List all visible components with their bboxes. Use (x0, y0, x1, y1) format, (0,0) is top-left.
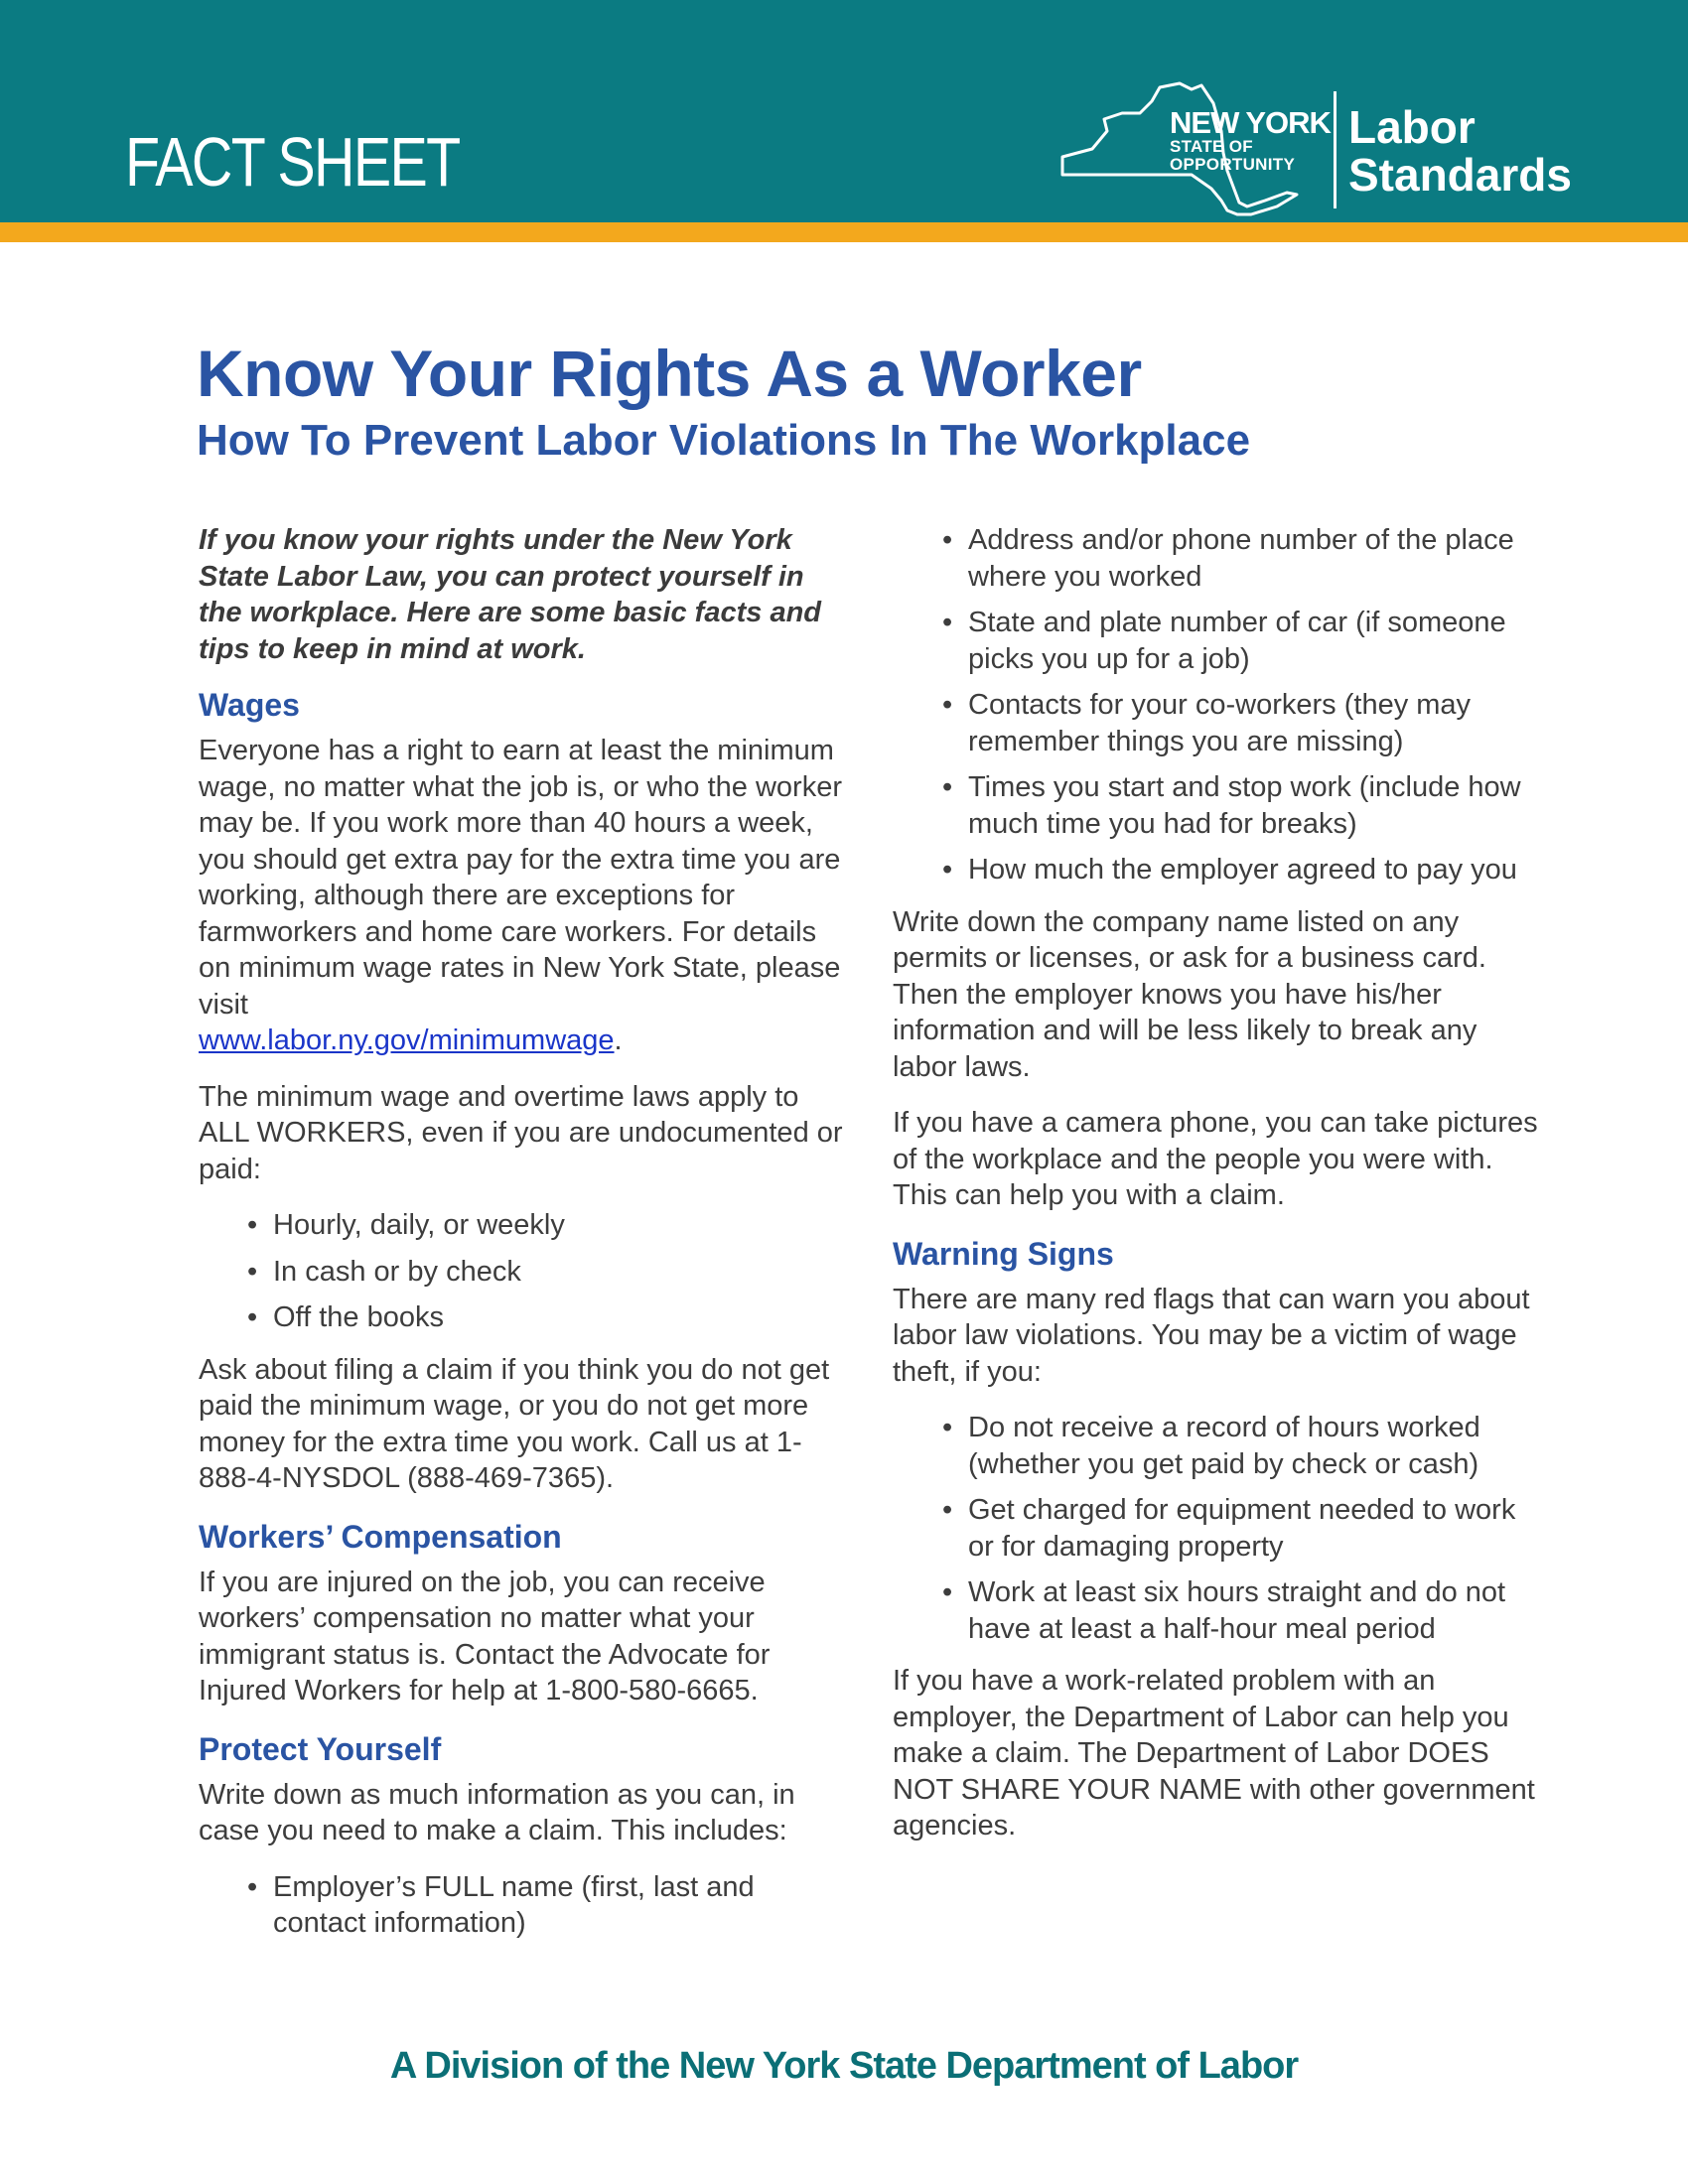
brand-labor: Labor (1348, 101, 1476, 153)
ny-state-logo (1170, 107, 1331, 174)
protect-list-left (247, 1869, 854, 1942)
workers-comp-heading: Workers’ Compensation (199, 1518, 562, 1555)
wages-paragraph-1 (199, 733, 854, 1059)
labor-standards-brand (1348, 103, 1572, 200)
logo-new-york: NEW YORK (1170, 105, 1331, 140)
intro-paragraph: If you know your rights under the New York State Labor Law, you can protect yourself in the workplace. Here are some basic facts and tips to keep in mind at work. (199, 524, 821, 665)
list-item: • Off the books (247, 1301, 444, 1333)
minimum-wage-link[interactable]: www.labor.ny.gov/minimumwage (199, 1024, 615, 1056)
warning-paragraph-2: If you have a work-related problem with an employer, the Department of Labor can help you make a claim. The Department of Labor DOES NOT SHARE YOUR NAME with other government agencies. (893, 1665, 1535, 1842)
list-item: • Address and/or phone number of the place where you worked (942, 524, 1514, 593)
list-item: • Get charged for equipment needed to work or for damaging property (942, 1494, 1516, 1563)
link-period: . (614, 1024, 623, 1056)
list-item: • Do not receive a record of hours worked (whether you get paid by check or cash) (942, 1412, 1480, 1480)
list-item: • State and plate number of car (if someone picks you up for a job) (942, 607, 1506, 675)
wages-heading: Wages (199, 687, 300, 723)
brand-standards: Standards (1348, 149, 1572, 202)
protect-paragraph: Write down as much information as you can, in case you need to make a claim. This includes: (199, 1778, 795, 1846)
warning-signs-heading: Warning Signs (893, 1235, 1114, 1272)
wages-paragraph-3: Ask about filing a claim if you think you do not get paid the minimum wage, or you do not get more money for the extra time you work. Call us at 1-888-4-NYSDOL (888-469-7365). (199, 1353, 830, 1494)
logo-state-of: STATE OF (1170, 137, 1253, 156)
right-column (893, 522, 1548, 1864)
logo-opportunity: OPPORTUNITY (1170, 154, 1296, 174)
protect-list-right (942, 522, 1548, 888)
fact-sheet-label: FACT SHEET (125, 123, 460, 201)
list-item: • Hourly, daily, or weekly (247, 1209, 565, 1241)
list-item: • In cash or by check (247, 1255, 521, 1288)
page-title: Know Your Rights As a Worker (197, 337, 1142, 410)
workers-comp-paragraph: If you are injured on the job, you can receive workers’ compensation no matter what your immigrant status is. Contact the Advocate for Injured Workers for help at 1-800-580-6665. (199, 1566, 771, 1706)
warning-list (942, 1410, 1548, 1647)
protect-yourself-heading: Protect Yourself (199, 1730, 442, 1767)
header-stripe (0, 222, 1688, 242)
pay-types-list (247, 1207, 854, 1336)
wages-paragraph-2: The minimum wage and overtime laws apply to ALL WORKERS, even if you are undocumented or paid: (199, 1080, 843, 1185)
list-item: • Times you start and stop work (include how much time you had for breaks) (942, 771, 1521, 840)
warning-paragraph-1: There are many red flags that can warn you about labor law violations. You may be a victim of wage theft, if you: (893, 1283, 1530, 1388)
left-column (199, 522, 854, 1958)
protect-paragraph-3: If you have a camera phone, you can take pictures of the workplace and the people you were with. This can help you with a claim. (893, 1107, 1538, 1211)
list-item: • Contacts for your co-workers (they may remember things you are missing) (942, 689, 1472, 757)
page-subtitle: How To Prevent Labor Violations In The Workplace (197, 416, 1251, 465)
footer-division-text: A Division of the New York State Department of Labor (389, 2045, 1299, 2087)
wages-text: Everyone has a right to earn at least the minimum wage, no matter what the job is, or who the worker may be. If you work more than 40 hours a week, you should get extra pay for the extra time you are working, although there are exceptions for farmworkers and home care workers. For details on minimum wage rates in New York State, please visit (199, 735, 842, 1021)
protect-paragraph-2: Write down the company name listed on any permits or licenses, or ask for a business card. Then the employer knows you have his/her information and will be less likely to break any labor laws. (893, 905, 1486, 1083)
list-item: • How much the employer agreed to pay you (942, 854, 1517, 886)
list-item: • Work at least six hours straight and do not have at least a half-hour meal period (942, 1576, 1506, 1645)
logo-divider (1334, 91, 1336, 208)
list-item: • Employer’s FULL name (first, last and contact information) (247, 1870, 755, 1939)
